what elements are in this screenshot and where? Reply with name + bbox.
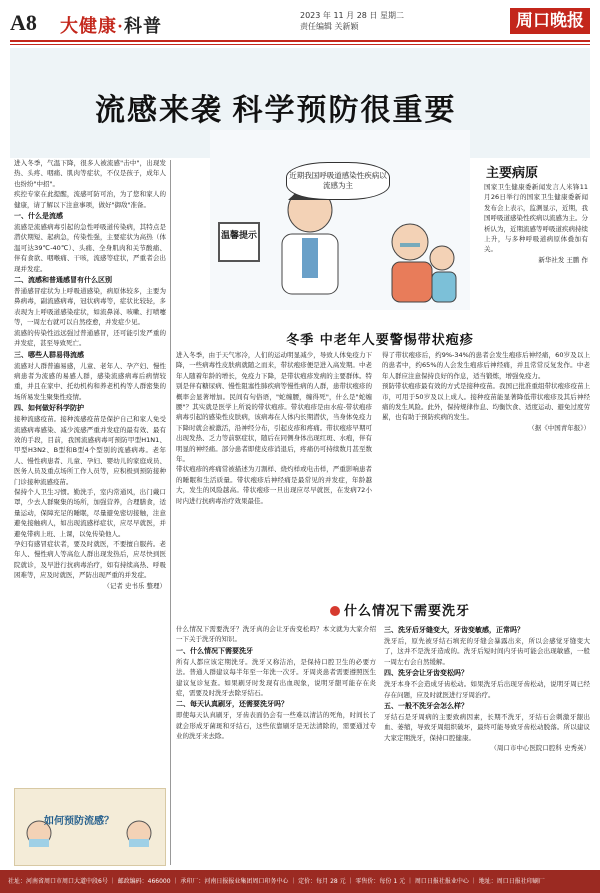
picture-title: 如何预防流感？ (44, 816, 114, 827)
issue-date: 2023 年 11 月 28 日 星期二 (300, 11, 404, 20)
article-2-para-2: 即使每天认真刷牙，牙齿表面仍会有一些难以清洁的死角，时间长了就会形成牙菌斑和牙结石，这些依靠刷牙是无法清除的，需要通过专业的洗牙来去除。 (176, 711, 376, 741)
left-column (14, 158, 166, 591)
column-divider (170, 160, 171, 865)
header-rule (10, 40, 590, 42)
byline: （记者 史书乐 整理） (103, 581, 166, 590)
article-1-para-3: 得了带状疱疹后，约9%-34%的患者会发生疱疹后神经痛，60岁及以上的患者中，约65%的人会发生疱疹后神经痛，并且常常反复发作。中老年人群应注意保持良好的作息，适当锻炼，增强免疫力。 (382, 351, 590, 380)
intro-paragraph: 进入冬季，气温下降，很多人被流感"击中"，出现发热、头疼、咽痛、肌肉等症状，不仅是孩子，成年人也纷纷"中招"。 (14, 159, 166, 188)
speech-bubble: 近期我国呼吸道感染性疾病以流感为主 (286, 162, 390, 200)
article-1-para-1: 进入冬季，由于天气寒冷，人们的运动明显减少，导致人体免疫力下降，一些病毒性皮肤病就随之而来，带状疱疹便是进入高发期。中老年人随着年龄的增长，免疫力下降，是带状疱疹发病的主要群体。特别是伴有糖尿病、慢性阻塞性肺疾病等慢性病的人群，患带状疱疹的概率会显著增加。民间有句俗语，"蛇缠腰，缠得死"，什么是"蛇缠腰"？其实就是医学上所说的带状疱疹。带状疱疹是由水痘-带状疱疹病毒引起的感染性皮肤病，该病毒在人体内长期潜伏，当身体免疫力下降时就会被激活，沿神经分布，引起皮疹和疼痛。带状疱疹早期可出现发热、乏力等前驱症状，随后在同侧身体出现红斑、水疱，伴有明显的神经痛。部分患者即使皮疹消退后，疼痛仍可持续数月甚至数年。 (176, 351, 372, 464)
article-2-para-1: 所有人都应该定期洗牙。洗牙又称洁治，是保持口腔卫生的必要方法。普通人群建议每半年至一年洗一次牙。牙周炎患者需要遵照医生建议复诊复查。如果刷牙时发现有出血现象，说明牙龈可能存在炎症，需要及时洗牙去除牙结石。 (176, 657, 376, 698)
article-2-sub-3: 三、洗牙后牙缝变大，牙齿变敏感，正常吗？ (384, 626, 524, 634)
article-1-title-wrap (200, 329, 560, 348)
article-2-title: 什么情况下需要洗牙 (343, 604, 470, 619)
article-2-title-wrap (270, 600, 530, 619)
article-1-title: 冬季 中老年人要警惕带状疱疹 (286, 333, 474, 348)
subheading-2: 二、流感和普通感冒有什么区别 (14, 276, 112, 285)
section-prefix: 大健康· (60, 16, 125, 36)
intro-paragraph-2: 疾控专家在此提醒，流感可防可治，为了您和家人的健康，请了解以下注意事项，做好"御敌"准备。 (14, 190, 166, 209)
notice-board: 温馨提示 (218, 222, 260, 262)
paragraph-5: 保持个人卫生习惯。勤洗手，室内常通风，出门戴口罩，少去人群聚集的场所，加强营养，合理膳食，适量运动，保障充足的睡眠，尽量避免密切接触，注意避免接触病人，如出现流感样症状，应尽早就医，并避免带病上班、上课，以免传染他人。 (14, 487, 166, 538)
main-pathogen-credit: 新华社发 王鹏 作 (538, 255, 588, 264)
article-1-credit: （据《中国青年报》） (528, 423, 590, 432)
page-number: A8 (10, 10, 37, 35)
article-2-col-2 (384, 624, 590, 864)
section-title (60, 12, 162, 38)
article-2-intro: 什么情况下需要洗牙？洗牙真的会让牙齿变松吗？本文就为大家介绍一下关于洗牙的知识。 (176, 625, 376, 644)
article-1-para-4: 预防带状疱疹最有效的方式是接种疫苗。我国已批准重组带状疱疹疫苗上市，可用于50岁及以上成人。接种疫苗能显著降低带状疱疹及其后神经痛的发生风险。此外，保持规律作息、均衡饮食、适度运动、避免过度劳累，也有助于预防疾病的发生。 (382, 382, 590, 422)
article-2-sub-1: 一、什么情况下需要洗牙 (176, 646, 253, 655)
main-pathogen-box (484, 182, 588, 265)
subheading-3: 三、哪些人群易得流感 (14, 350, 84, 359)
article-1-col-2 (382, 350, 590, 582)
paragraph-4: 接种流感疫苗。接种流感疫苗是保护自己和家人免受流感病毒感染、减少流感严重并发症的最有效、最有效的手段，目前，我国流感病毒可预防甲型H1N1、甲型H3N2、B型和B型4个型别的流感病毒。老年人、慢性病患者、儿童、孕妇、婴幼儿的家庭成员、医务人员及重点场所工作人员等，应积极到预防接种门诊接种流感疫苗。 (14, 415, 166, 486)
article-2-sub-4: 四、洗牙会让牙齿变松吗？ (384, 669, 468, 678)
paragraph-3: 流感对人群普遍易感，儿童、老年人、孕产妇、慢性病患者为流感的易感人群，感染流感病毒后病情较重，并且在家中、托幼机构和养老机构等人群密集的场所易发生聚集性疫情。 (14, 361, 166, 401)
newspaper-logo[interactable]: 周口晚报 (510, 8, 590, 34)
footer-bar: 社址：河南省周口市周口大道中段6号 ｜ 邮政编码：466000 ｜ 承印厂：河南日报报业集团周口印务中心 ｜ 定价：每月 28 元 ｜ 零售价：每份 1 元 ｜ 周口日报社报业中心 ｜ 地址：周口日报社印刷厂 (0, 870, 600, 893)
main-pathogen-title: 主要病原 (486, 166, 539, 181)
main-pathogen-body: 国家卫生健康委新闻发言人米锋11月26日举行的国家卫生健康委新闻发布会上表示，监测显示，近期，我国呼吸道感染性疾病以流感为主。分析认为，近期流感等呼吸道疾病持续上升，与多种呼吸道病原体叠加有关。 (484, 183, 588, 254)
editor-credit: 责任编辑 关新颖 (300, 22, 359, 31)
flu-prevention-picture (14, 788, 166, 866)
article-2-sub-2: 二、每天认真刷牙，还需要洗牙吗？ (176, 700, 288, 709)
cartoon-illustration (210, 130, 470, 310)
paragraph-6: 孕妇有感冒症状者，要及时就医，不要擅自服药。老年人、慢性病人等高危人群出现发热后，应尽快到医院就诊，及早进行抗病毒治疗，如有持续高热、呼吸困难等，应及时就医，严防出现严重的并发症。 (14, 540, 166, 580)
article-2-col-1 (176, 624, 376, 864)
main-headline: 流感来袭 科学预防很重要 (95, 94, 457, 127)
article-1-para-2: 带状疱疹的疼痛常被描述为刀割样、烧灼样或电击样，严重影响患者的睡眠和生活质量。带状疱疹后神经痛是最常见的并发症，年龄越大，发生的风险越高。带状疱疹一旦出现应尽早就医，在发病72小时内进行抗病毒治疗效果最佳。 (176, 465, 372, 505)
article-2-para-3: 洗牙后，原先被牙结石填充的牙缝会暴露出来，所以会感觉牙缝变大了，这并不是洗牙造成的。洗牙后短时间内牙齿可能会出现敏感，一般一周左右会自然缓解。 (384, 637, 590, 666)
prevention-cartoon (15, 789, 165, 865)
subheading-1: 一、什么是流感 (14, 212, 63, 221)
paragraph-2b: 流感的传染性远远强过普通感冒，还可能引发严重的并发症，甚至导致死亡。 (14, 328, 166, 348)
tooth-icon (330, 606, 340, 616)
paragraph-1: 流感是流感病毒引起的急性呼吸道传染病，其特点是潜伏期短、起病急，传染性强，主要症状为高热（体温可达39℃-40℃）、头痛、全身肌肉和关节酸痛、伴有食欲、咽喉痛、干咳，流感等症状，严重者会出现并发症。 (14, 223, 166, 273)
article-2-para-5: 牙结石是牙周病的主要致病因素，长期不洗牙，牙结石会刺激牙龈出血、萎缩，导致牙周组织破坏，最终可能导致牙齿松动脱落。所以建议大家定期洗牙，保持口腔健康。 (384, 713, 590, 742)
issue-meta (300, 10, 404, 32)
article-2-para-4: 洗牙本身不会造成牙齿松动。如果洗牙后出现牙齿松动，说明牙周已经存在问题，应及时就医进行牙周治疗。 (384, 680, 590, 699)
article-1-col-1 (176, 350, 372, 582)
article-2-credit: （周口市中心医院口腔科 史秀英） (490, 744, 590, 753)
article-2-sub-5: 五、一般不洗牙会怎么样？ (384, 702, 468, 711)
section-name: 科普 (124, 16, 163, 36)
paragraph-2: 普通感冒症状为上呼吸道感染，病原体较多，主要为鼻病毒，副流感病毒，冠状病毒等，症状比较轻，多表现为上呼吸道感染症状，如流鼻涕、咳嗽、打喷嚏等，一周左右就可以自然痊愈，并发症少见。 (14, 287, 166, 327)
subheading-4: 四、如何做好科学防护 (14, 404, 84, 413)
header-rule-thin (10, 44, 590, 45)
